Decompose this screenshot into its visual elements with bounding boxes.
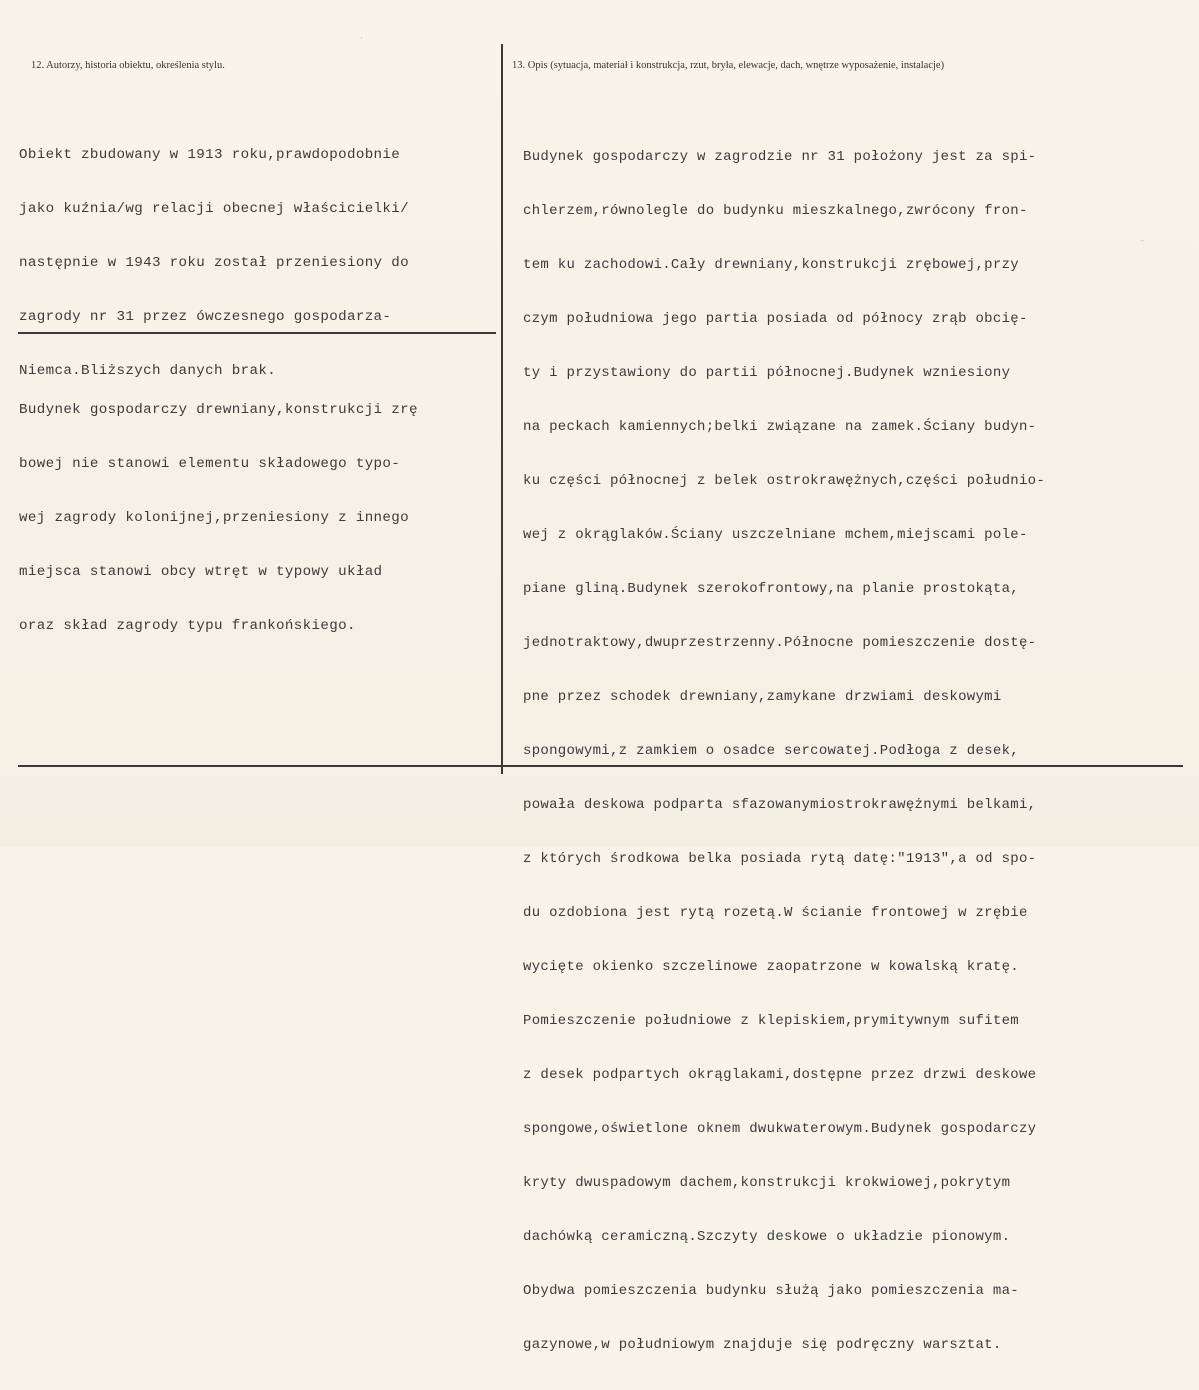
history-line: zagrody nr 31 przez ówczesnego gospodarza- xyxy=(19,309,392,325)
description-line: ty i przystawiony do partii północnej.Budynek wzniesiony xyxy=(523,365,1011,381)
description-line: wej z okrąglaków.Ściany uszczelniane mchem,miejscami pole- xyxy=(523,527,1028,543)
description-line: gazynowe,w południowym znajduje się podręczny warsztat. xyxy=(523,1337,1002,1353)
description-line: na peckach kamiennych;belki związane na zamek.Ściany budyn- xyxy=(523,419,1037,435)
description-line: chlerzem,równolegle do budynku mieszkalnego,zwrócony fron- xyxy=(523,203,1028,219)
section-12-header: 12. Autorzy, historia obiektu, określenia stylu. xyxy=(31,60,225,71)
style-line: Budynek gospodarczy drewniany,konstrukcji zrę xyxy=(19,402,418,418)
description-line: Budynek gospodarczy w zagrodzie nr 31 położony jest za spi- xyxy=(523,149,1037,165)
style-line: miejsca stanowi obcy wtręt w typowy układ xyxy=(19,564,383,580)
description-line: spongowe,oświetlone oknem dwukwaterowym.Budynek gospodarczy xyxy=(523,1121,1037,1137)
description-line: dachówką ceramiczną.Szczyty deskowe o układzie pionowym. xyxy=(523,1229,1011,1245)
description-line: czym południowa jego partia posiada od północy zrąb obcię- xyxy=(523,311,1028,327)
vertical-divider xyxy=(501,44,503,774)
section-13-header: 13. Opis (sytuacja, materiał i konstrukcja, rzut, bryła, elewacje, dach, wnętrze wyposażenie, instalacje) xyxy=(512,60,945,71)
description-line: Pomieszczenie południowe z klepiskiem,prymitywnym sufitem xyxy=(523,1013,1019,1029)
style-line: bowej nie stanowi elementu składowego typo- xyxy=(19,456,401,472)
style-text-block xyxy=(19,365,418,671)
description-line: spongowymi,z zamkiem o osadce sercowatej.Podłoga z desek, xyxy=(523,743,1019,759)
description-line: Obydwa pomieszczenia budynku służą jako pomieszczenia ma- xyxy=(523,1283,1019,1299)
description-line: tem ku zachodowi.Cały drewniany,konstrukcji zrębowej,przy xyxy=(523,257,1019,273)
description-line: jednotraktowy,dwuprzestrzenny.Północne pomieszczenie dostę- xyxy=(523,635,1037,651)
paper-speck: · xyxy=(360,34,363,44)
description-line: piane gliną.Budynek szerokofrontowy,na planie prostokąta, xyxy=(523,581,1019,597)
history-line: Niemca.Bliższych danych brak. xyxy=(19,363,277,379)
history-line: Obiekt zbudowany w 1913 roku,prawdopodobnie xyxy=(19,147,401,163)
description-line: wycięte okienko szczelinowe zaopatrzone w kowalską kratę. xyxy=(523,959,1019,975)
description-line: z desek podpartych okrąglakami,dostępne przez drzwi deskowe xyxy=(523,1067,1037,1083)
description-line: z których środkowa belka posiada rytą datę:"1913",a od spo- xyxy=(523,851,1037,867)
description-line: kryty dwuspadowym dachem,konstrukcji krokwiowej,pokrytym xyxy=(523,1175,1011,1191)
history-line: jako kuźnia/wg relacji obecnej właścicielki/ xyxy=(19,201,410,217)
paper-speck: – xyxy=(1140,236,1145,246)
style-line: wej zagrody kolonijnej,przeniesiony z innego xyxy=(19,510,410,526)
description-line: ku części północnej z belek ostrokrawężnych,części południo- xyxy=(523,473,1046,489)
history-line: następnie w 1943 roku został przeniesiony do xyxy=(19,255,410,271)
description-line: powała deskowa podparta sfazowanymiostrokrawężnymi belkami, xyxy=(523,797,1037,813)
description-line: du ozdobiona jest rytą rozetą.W ścianie frontowej w zrębie xyxy=(523,905,1028,921)
description-text-block xyxy=(523,112,1045,1390)
style-line: oraz skład zagrody typu frankońskiego. xyxy=(19,618,356,634)
description-line: pne przez schodek drewniany,zamykane drzwiami deskowymi xyxy=(523,689,1002,705)
